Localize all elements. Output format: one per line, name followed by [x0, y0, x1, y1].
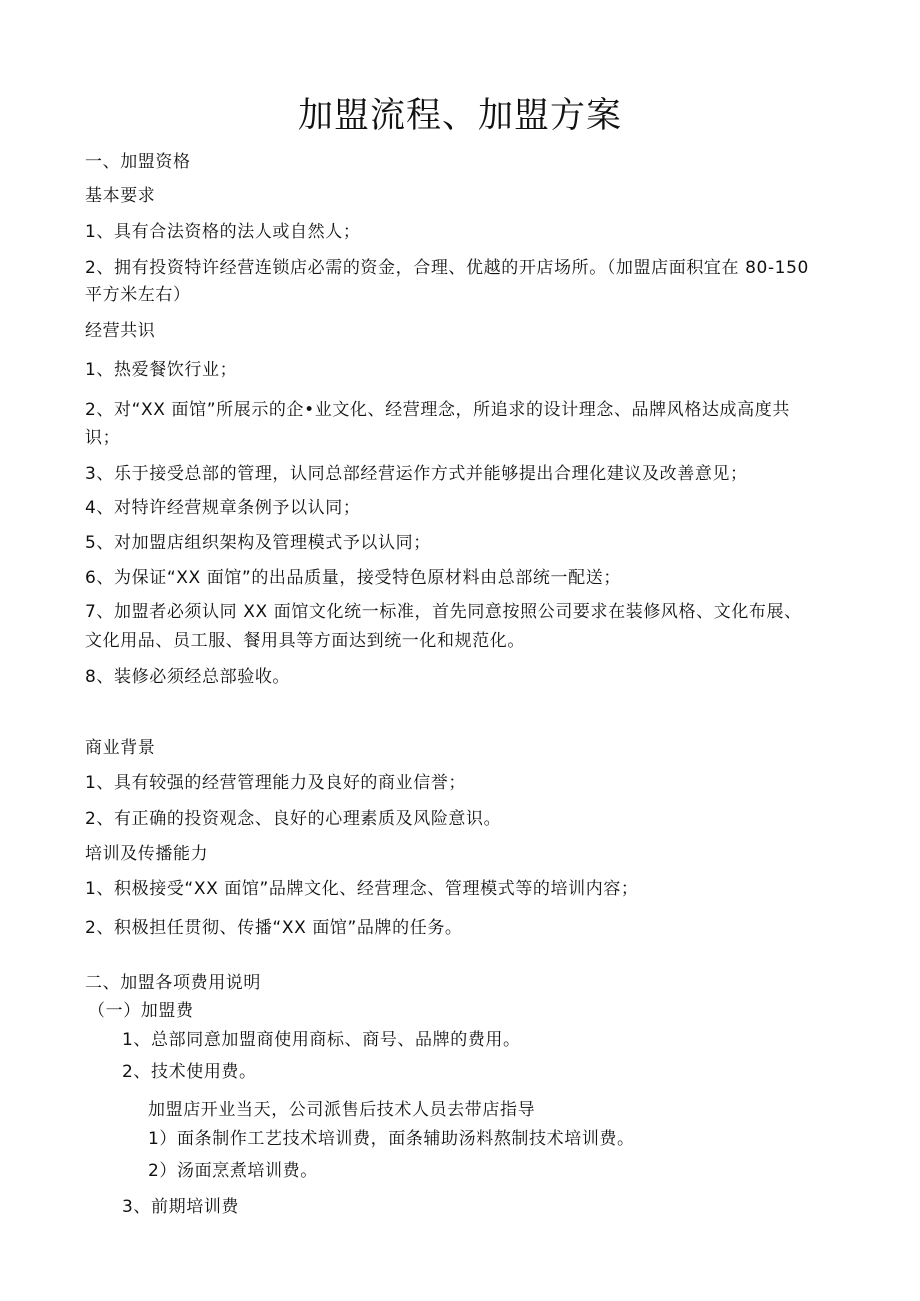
- consensus-item: 8、装修必须经总部验收。: [85, 667, 291, 687]
- background-item: 2、有正确的投资观念、良好的心理素质及风险意识。: [85, 809, 502, 829]
- section2-heading: 二、加盟各项费用说明: [85, 973, 261, 993]
- training-item: 2、积极担任贯彻、传播“XX 面馆”品牌的任务。: [85, 918, 463, 938]
- business-background-heading: 商业背景: [85, 738, 156, 758]
- consensus-item: 4、对特许经营规章条例予以认同；: [85, 498, 361, 518]
- franchise-fee-heading: （一）加盟费: [88, 1001, 194, 1021]
- consensus-item-continuation: 文化用品、员工服、餐用具等方面达到统一化和规范化。: [85, 631, 525, 651]
- business-consensus-heading: 经营共识: [85, 321, 156, 341]
- basic-requirements-heading: 基本要求: [85, 186, 156, 206]
- basic-requirement-item: 2、拥有投资特许经营连锁店必需的资金，合理、优越的开店场所。（加盟店面积宜在 80-150: [85, 258, 809, 278]
- consensus-item: 1、热爱餐饮行业；: [85, 360, 238, 380]
- technical-fee-description: 加盟店开业当天，公司派售后技术人员去带店指导: [148, 1100, 536, 1120]
- technical-fee-subitem: 1）面条制作工艺技术培训费，面条辅助汤料熬制技术培训费。: [148, 1129, 635, 1149]
- consensus-item-continuation: 识；: [85, 428, 121, 448]
- consensus-item: 3、乐于接受总部的管理，认同总部经营运作方式并能够提出合理化建议及改善意见；: [85, 464, 748, 484]
- franchise-fee-item: 2、技术使用费。: [122, 1062, 257, 1082]
- consensus-item: 6、为保证“XX 面馆”的出品质量，接受特色原材料由总部统一配送；: [85, 568, 621, 588]
- technical-fee-subitem: 2）汤面烹煮培训费。: [148, 1161, 318, 1181]
- franchise-fee-item: 3、前期培训费: [122, 1197, 240, 1217]
- franchise-fee-item: 1、总部同意加盟商使用商标、商号、品牌的费用。: [122, 1030, 521, 1050]
- page-title: 加盟流程、加盟方案: [297, 96, 622, 136]
- section1-heading: 一、加盟资格: [85, 152, 191, 172]
- basic-requirement-item: 1、具有合法资格的法人或自然人；: [85, 222, 361, 242]
- consensus-item: 7、加盟者必须认同 XX 面馆文化统一标准，首先同意按照公司要求在装修风格、文化布展、: [85, 602, 802, 622]
- basic-requirement-item-continuation: 平方米左右）: [85, 285, 191, 305]
- consensus-item: 5、对加盟店组织架构及管理模式予以认同；: [85, 533, 431, 553]
- training-item: 1、积极接受“XX 面馆”品牌文化、经营理念、管理模式等的培训内容；: [85, 879, 639, 899]
- background-item: 1、具有较强的经营管理能力及良好的商业信誉；: [85, 773, 467, 793]
- consensus-item: 2、对“XX 面馆”所展示的企•业文化、经营理念，所追求的设计理念、品牌风格达成高度共: [85, 400, 790, 420]
- training-heading: 培训及传播能力: [85, 844, 209, 864]
